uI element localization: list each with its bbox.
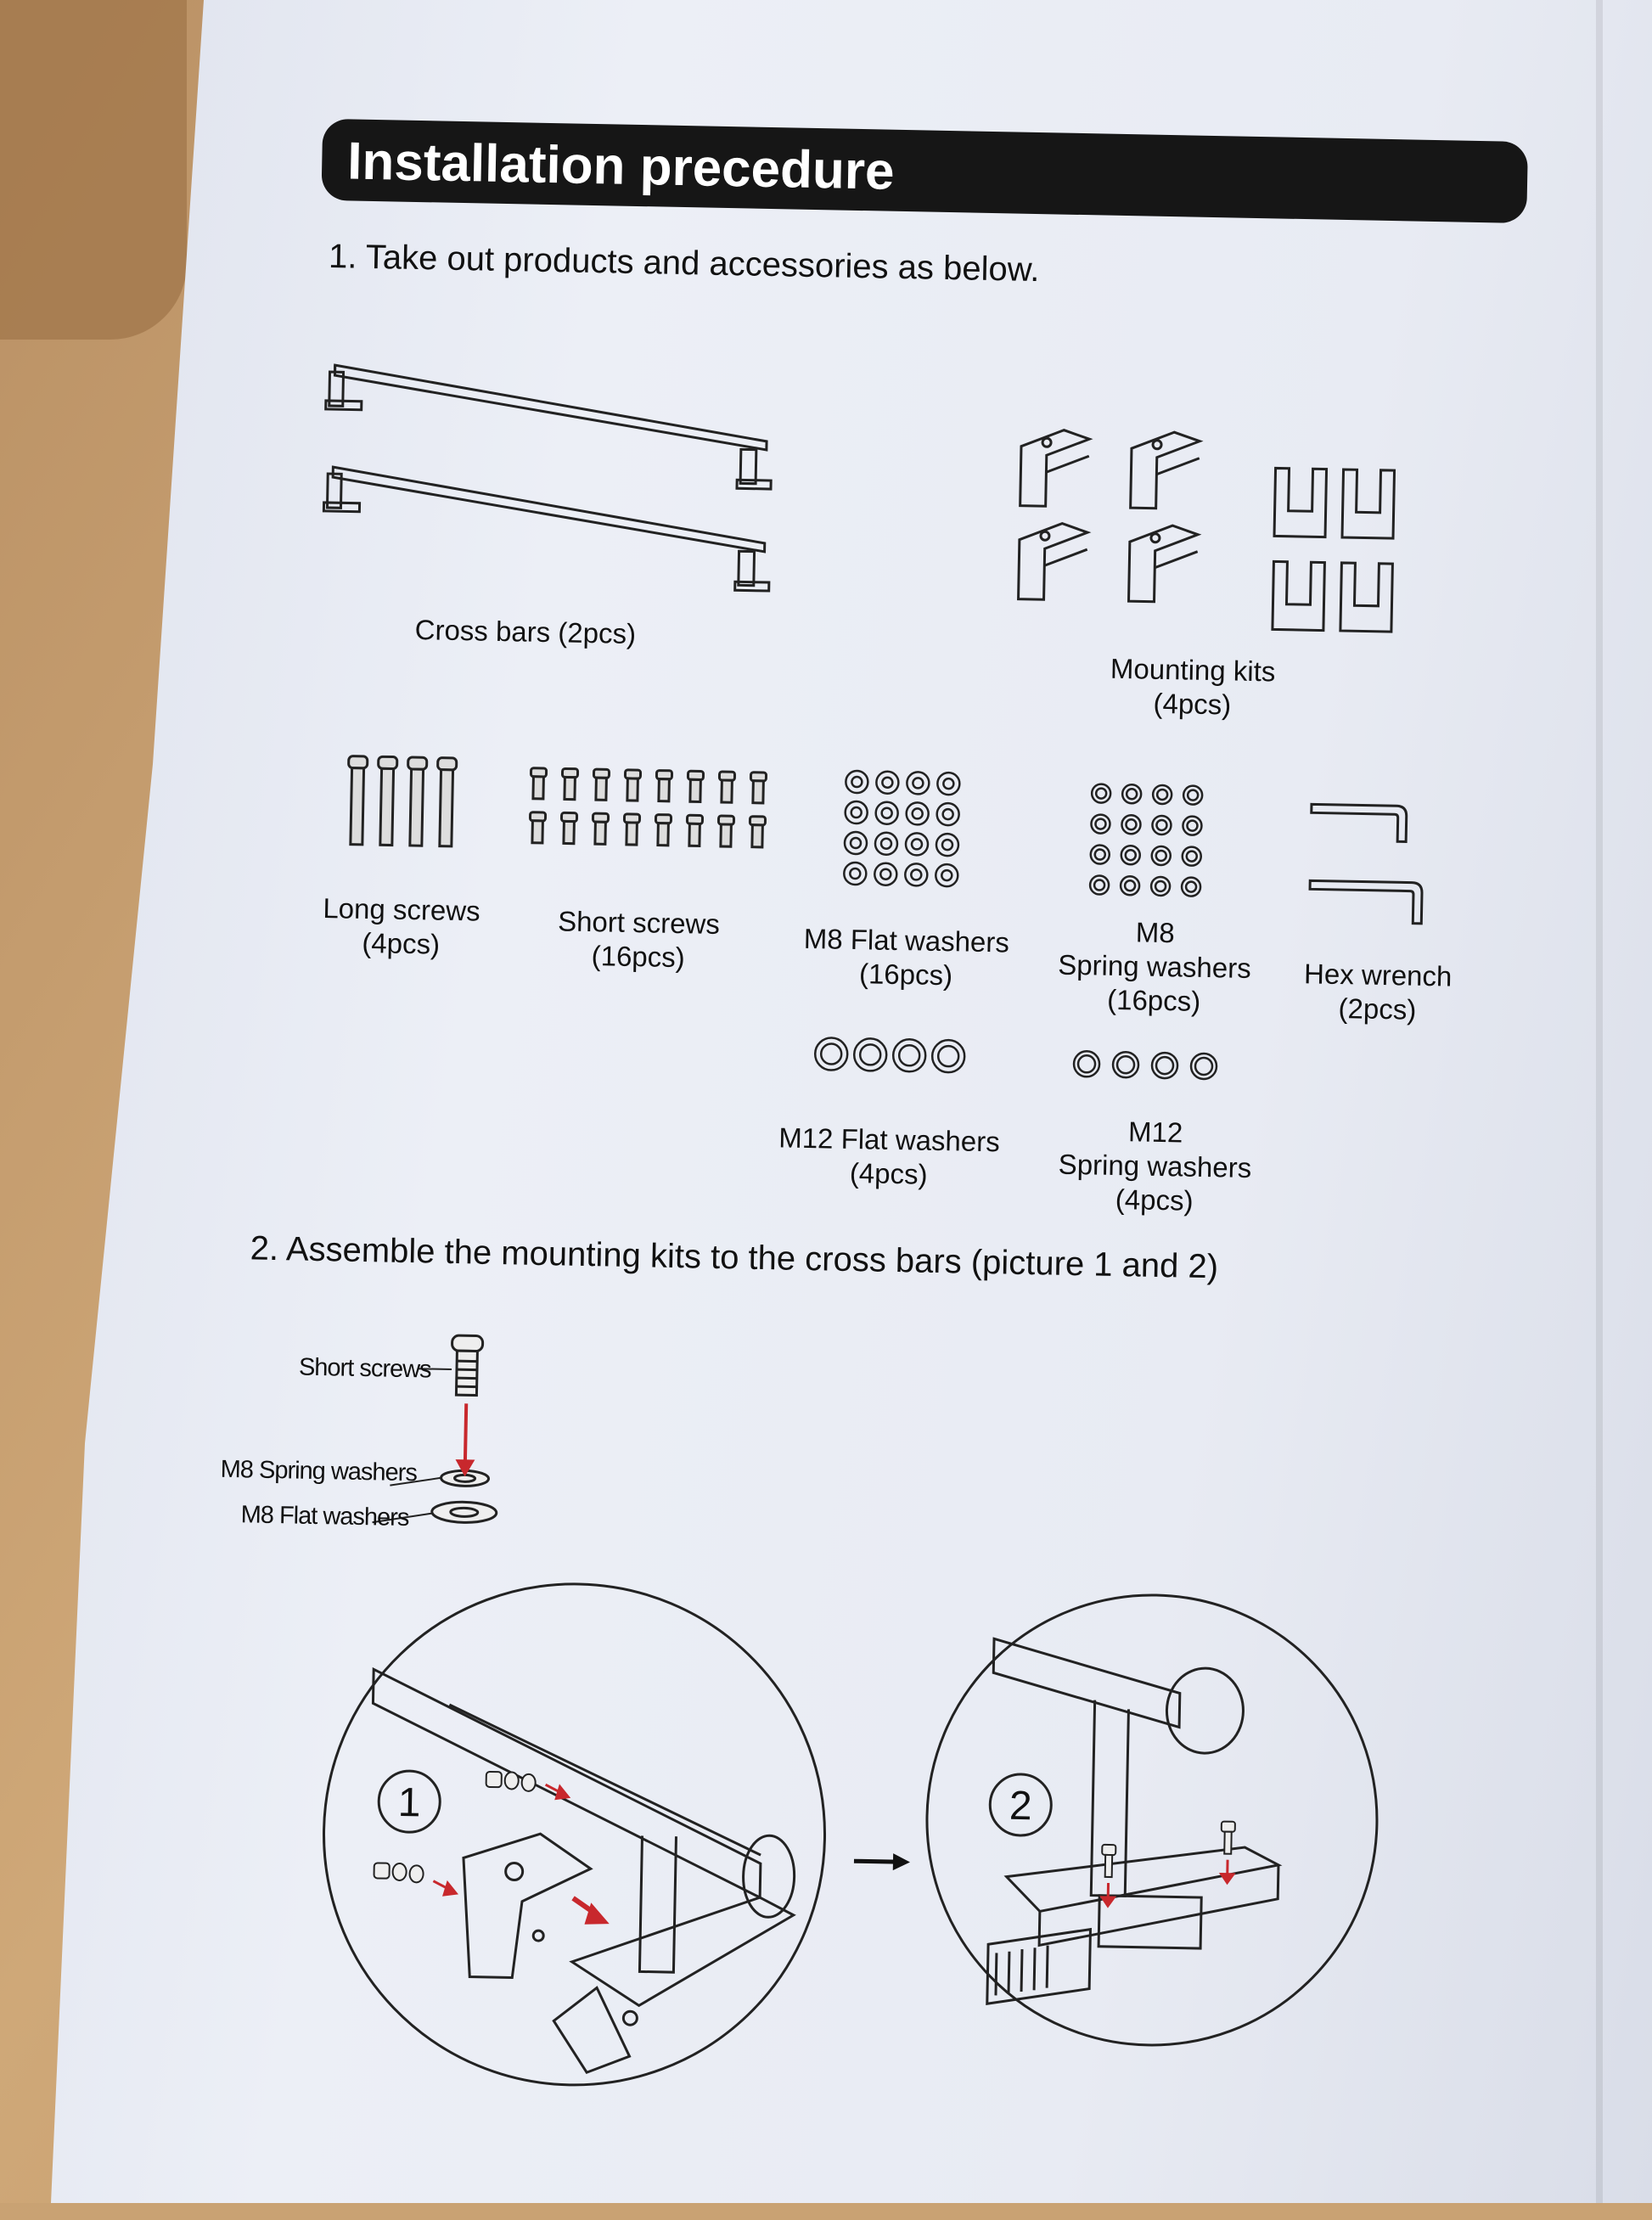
callout-m8-spring-washers: M8 Spring washers [220,1455,418,1487]
m8-flat-washers-label: M8 Flat washers (16pcs) [803,922,1010,992]
step-2-text: 2. Assemble the mounting kits to the cross bars (picture 1 and 2) [250,1229,1219,1286]
short-screws-label: Short screws (16pcs) [557,905,721,974]
page-title: Installation precedure [346,132,896,201]
picture-2-number: 2 [1009,1783,1033,1829]
picture-2-circle [919,1587,1385,2054]
picture-1-number: 1 [397,1779,422,1826]
mounting-kits-illustration [1009,421,1421,649]
assembly-arrow-icon [1102,1857,1233,1908]
m12-spring-washers-label: M12 Spring washers (4pcs) [1058,1116,1252,1217]
m12-spring-washers-illustration [1072,1050,1226,1095]
m8-spring-washers-illustration [1089,783,1219,913]
long-screws-label: Long screws (4pcs) [323,892,480,960]
step-1-text: 1. Take out products and accessories as below. [328,237,1040,289]
cross-bars-label: Cross bars (2pcs) [414,614,637,650]
hex-wrench-illustration [1309,804,1430,934]
callout-short-screws: Short screws [298,1353,431,1384]
long-screws-illustration [343,756,464,851]
red-arrow-icon [458,1403,474,1473]
cross-bars-illustration [323,357,785,603]
short-screws-illustration [530,768,786,858]
hex-wrench-label: Hex wrench (2pcs) [1303,958,1453,1026]
m12-flat-washers-illustration [814,1037,985,1082]
m8-flat-washers-illustration [843,770,973,900]
picture-1-circle [315,1575,834,2094]
m12-flat-washers-label: M12 Flat washers (4pcs) [778,1121,1001,1190]
callout-m8-flat-washers: M8 Flat washers [240,1501,409,1532]
m8-spring-washers-label: M8 Spring washers (16pcs) [1057,916,1252,1017]
title-banner [321,119,1528,223]
right-arrow-icon [854,1848,914,1874]
mounting-kits-label: Mounting kits (4pcs) [1110,652,1276,721]
